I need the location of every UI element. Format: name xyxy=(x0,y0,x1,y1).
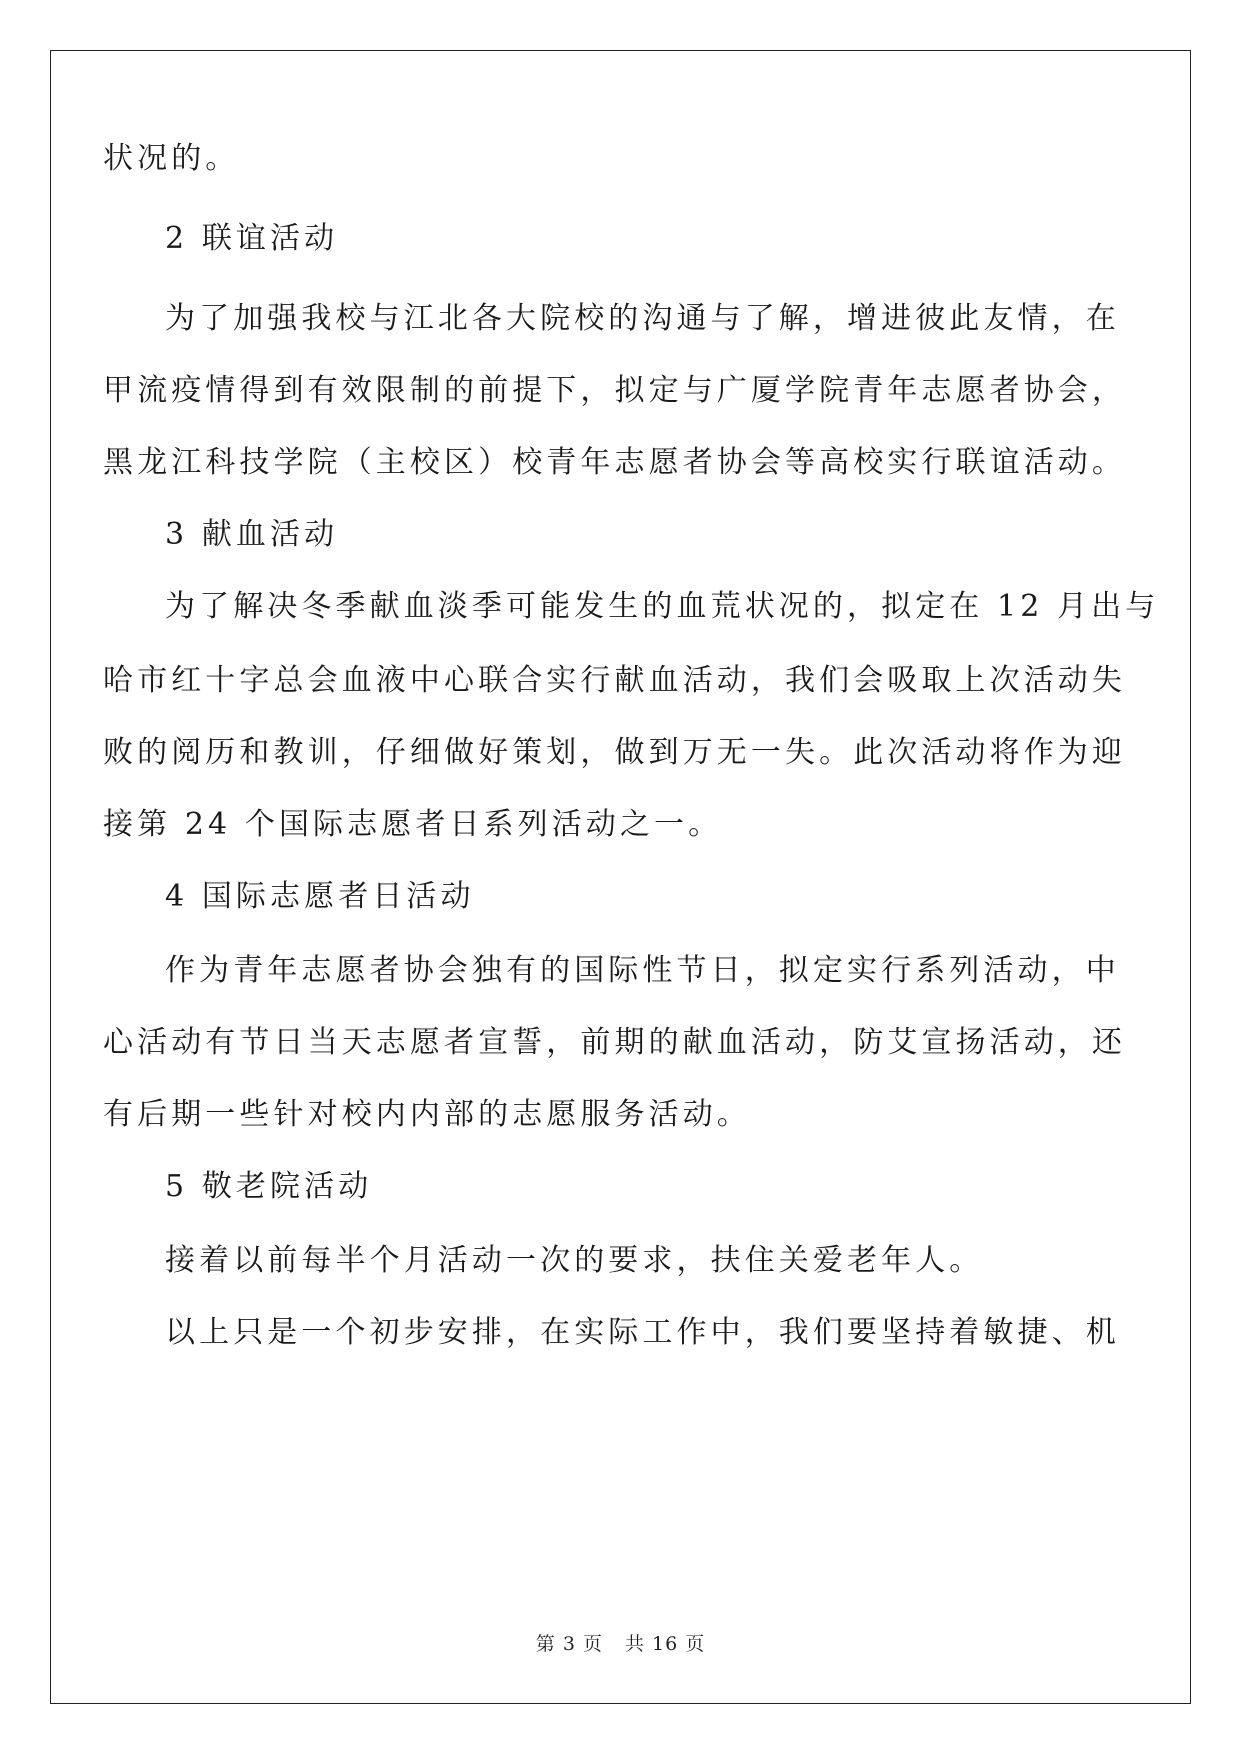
page-total: 共 16 页 xyxy=(624,1633,706,1655)
text-line: 心活动有节日当天志愿者宣誓，前期的献血活动，防艾宣扬活动，还 xyxy=(103,1025,1126,1060)
text-line: 为了解决冬季献血淡季可能发生的血荒状况的，拟定在 12 月出与 xyxy=(165,589,1160,624)
page-footer xyxy=(0,1632,1241,1656)
section-heading-2: 2 联谊活动 xyxy=(165,221,339,256)
text-line: 败的阅历和教训，仔细做好策划，做到万无一失。此次活动将作为迎 xyxy=(103,735,1126,770)
section-heading-5: 5 敬老院活动 xyxy=(165,1169,373,1204)
text-line: 甲流疫情得到有效限制的前提下，拟定与广厦学院青年志愿者协会， xyxy=(103,373,1126,408)
text-line: 以上只是一个初步安排，在实际工作中，我们要坚持着敏捷、机 xyxy=(165,1315,1120,1350)
text-line: 状况的。 xyxy=(103,141,240,176)
text-line: 为了加强我校与江北各大院校的沟通与了解，增进彼此友情，在 xyxy=(165,301,1120,336)
text-line: 黑龙江科技学院（主校区）校青年志愿者协会等高校实行联谊活动。 xyxy=(103,445,1126,480)
text-line: 接着以前每半个月活动一次的要求，扶住关爱老年人。 xyxy=(165,1243,984,1278)
text-line: 哈市红十字总会血液中心联合实行献血活动，我们会吸取上次活动失 xyxy=(103,663,1126,698)
text-line: 接第 24 个国际志愿者日系列活动之一。 xyxy=(103,807,723,842)
section-heading-4: 4 国际志愿者日活动 xyxy=(165,879,475,914)
text-line: 有后期一些针对校内内部的志愿服务活动。 xyxy=(103,1097,751,1132)
text-line: 作为青年志愿者协会独有的国际性节日，拟定实行系列活动，中 xyxy=(165,953,1120,988)
page-number: 第 3 页 xyxy=(535,1633,603,1655)
section-heading-3: 3 献血活动 xyxy=(165,517,339,552)
